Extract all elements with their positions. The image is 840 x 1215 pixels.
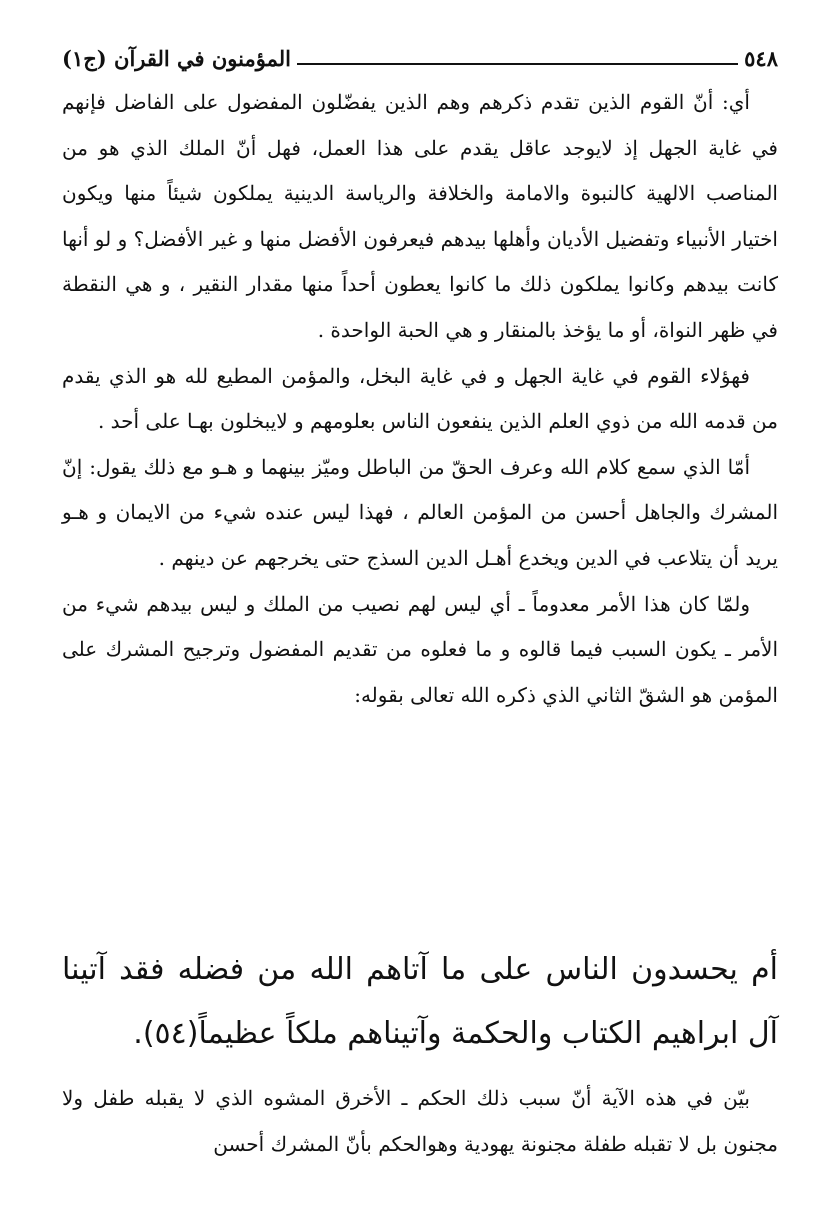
paragraph-4: ولمّا كان هذا الأمر معدوماً ـ أي ليس لهم نصيب من الملك و ليس بيدهم شيء من الأمر ـ يكون السبب فيما قالوه و ما فعلوه من تقديم المفضول وترجيح المشرك على المؤمن هو الشقّ الثاني الذي ذكره الله تعالى بقوله:: [62, 591, 779, 707]
tail-text: [62, 1076, 778, 1167]
verse-text: أم يحسدون الناس على ما آتاهم الله من فضله فقد آتينا آل ابراهيم الكتاب والحكمة وآتيناهم ملكاً عظيماً(٥٤).: [62, 952, 778, 1051]
page-number: ٥٤٨: [744, 45, 778, 71]
paragraph-3: أمّا الذي سمع كلام الله وعرف الحقّ من الباطل وميّز بينهما و هـو مع ذلك يقول: إنّ المشرك والجاهل أحسن من المؤمن العالم ، فهذا ليس عنده شيء من الايمان و هـو يريد أن يتلاعب في الدين ويخدع أهـل الدين السذج حتى يخرجهم عن دينهم .: [62, 454, 778, 570]
paragraph-5: بيّن في هذه الآية أنّ سبب ذلك الحكم ـ الأخرق المشوه الذي لا يقبله طفل ولا مجنون بل لا تقبله طفلة مجنونة يهودية وهوالحكم بأنّ المشرك أحسن: [62, 1086, 778, 1156]
quran-verse: [62, 938, 778, 1066]
paragraph-2: فهؤلاء القوم في غاية الجهل و في غاية البخل، والمؤمن المطيع لله هو الذي يقدم من قدمه الله من ذوي العلم الذين ينفعون الناس بعلومهم و لايبخلون بهـا على أحد .: [62, 363, 778, 434]
paragraph-1: أي: أنّ القوم الذين تقدم ذكرهم وهم الذين يفضّلون المفضول على الفاضل فإنهم في غاية الجهل إذ لايوجد عاقل يقدم على هذا العمل، فهل أنّ الملك الذي هو من المناصب الالهية كالنبوة والامامة والخلافة والرياسة الدينية يملكون شيئاً منها ويكون اختيار الأنبياء وتفضيل الأديان وأهلها بيدهم فيعرفون الأفضل منها و غير الأفضل؟ و لو أنها كانت بيدهم وكانوا يملكون ذلك ما كانوا يعطون أحداً منها مقدار النقير ، و هي النقطة في ظهر النواة، أو ما يؤخذ بالمنقار و هي الحبة الواحدة .: [62, 90, 778, 342]
running-title: المؤمنون في القرآن (ج١): [62, 45, 291, 71]
page-header: [62, 40, 778, 76]
body-text: [62, 80, 778, 718]
header-rule: [297, 63, 738, 65]
